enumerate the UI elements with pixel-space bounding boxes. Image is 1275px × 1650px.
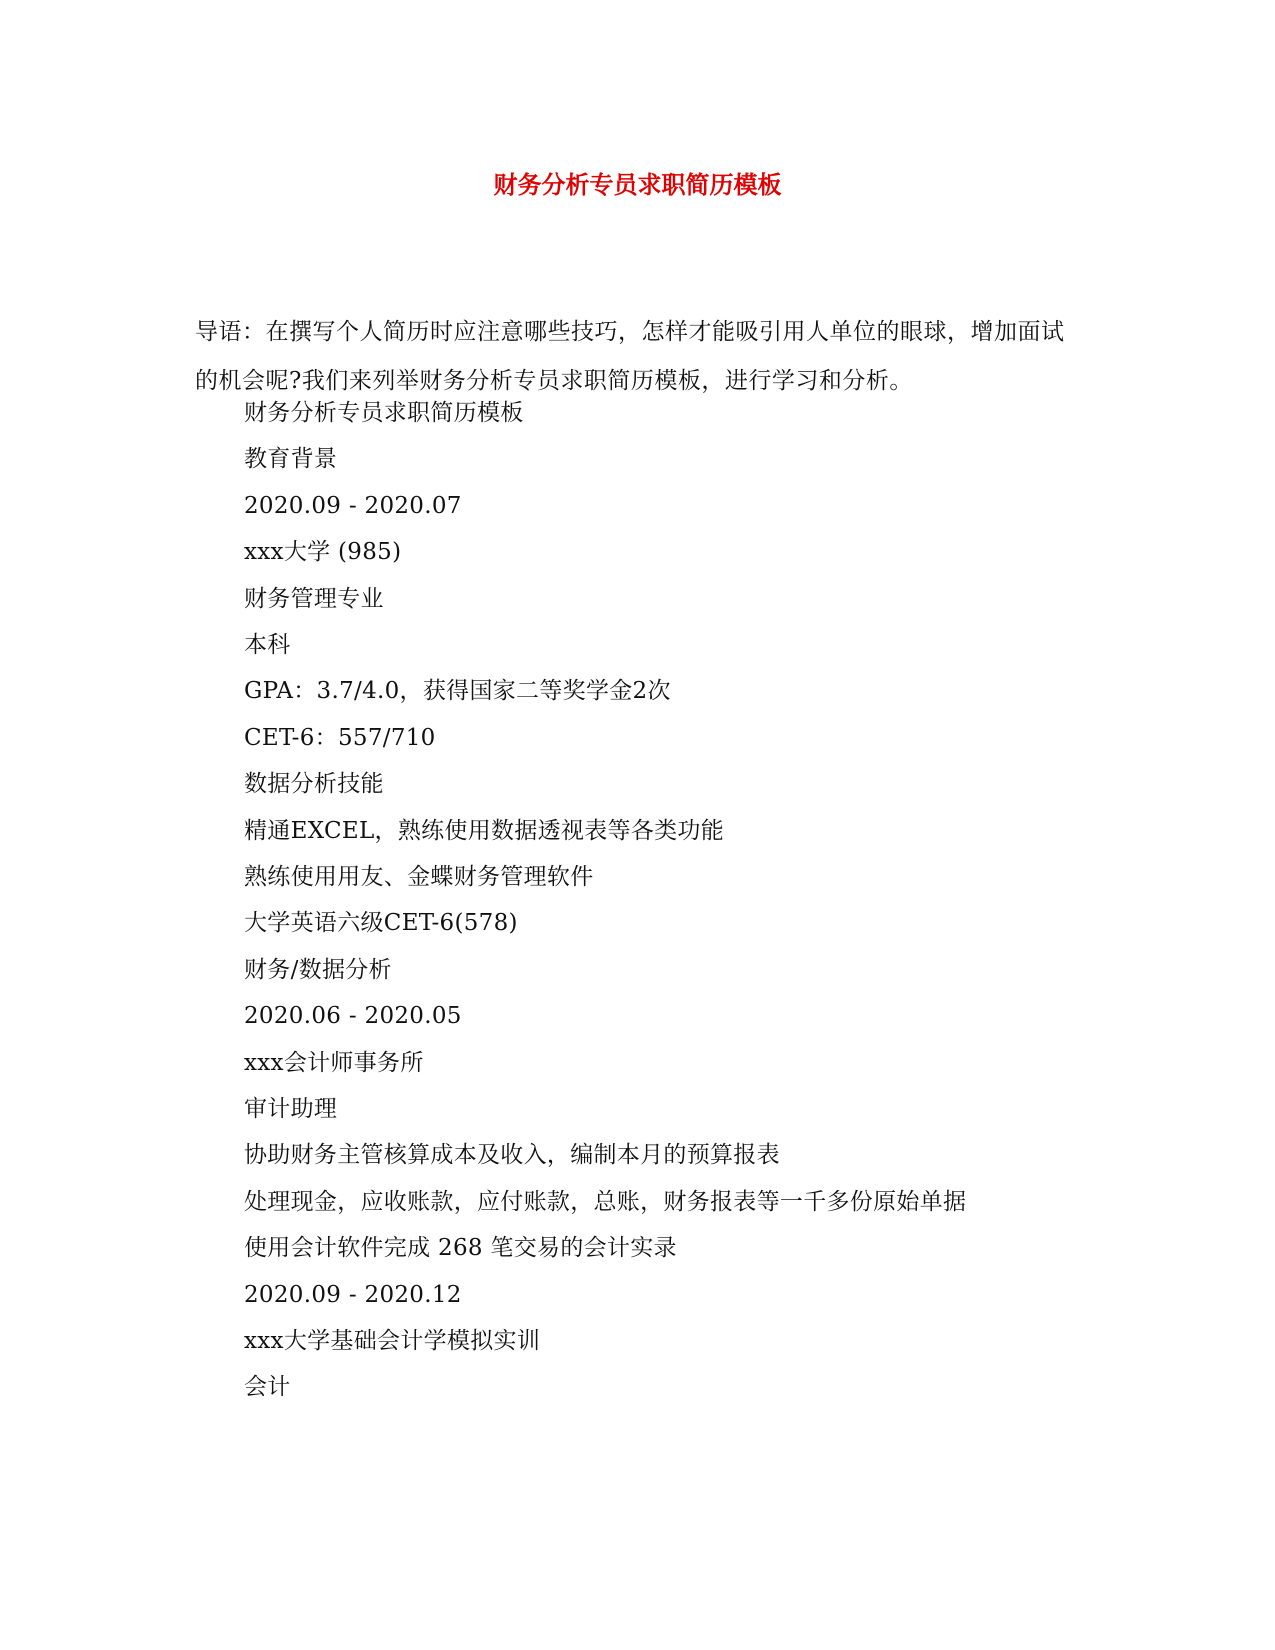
resume-line: 2020.06 - 2020.05 (244, 1003, 462, 1030)
resume-line: 2020.09 - 2020.07 (244, 492, 462, 519)
resume-line: 会计 (244, 1374, 291, 1401)
resume-line: 处理现金，应收账款，应付账款，总账，财务报表等一千多份原始单据 (244, 1188, 967, 1215)
resume-line: xxx会计师事务所 (244, 1049, 424, 1076)
resume-line: 财务管理专业 (244, 585, 384, 612)
resume-line: 协助财务主管核算成本及收入，编制本月的预算报表 (244, 1142, 780, 1169)
resume-line: 财务分析专员求职简历模板 (244, 400, 524, 426)
resume-line: 审计助理 (244, 1096, 338, 1122)
intro-paragraph: 导语：在撰写个人简历时应注意哪些技巧，怎样才能吸引用人单位的眼球，增加面试的机会呢?我们来列举财务分析专员求职简历模板，进行学习和分析。 (195, 319, 1065, 394)
resume-line: CET-6：557/710 (244, 724, 436, 751)
resume-line: xxx大学 (985) (244, 539, 402, 566)
resume-line: 精通EXCEL，熟练使用数据透视表等各类功能 (244, 817, 725, 844)
resume-line: 熟练使用用友、金蝶财务管理软件 (244, 864, 594, 890)
document-title: 财务分析专员求职简历模板 (493, 170, 782, 199)
resume-line: 本科 (244, 632, 291, 658)
resume-line: 大学英语六级CET-6(578) (244, 910, 518, 937)
resume-line: GPA：3.7/4.0，获得国家二等奖学金2次 (244, 678, 671, 705)
resume-line: 教育背景 (244, 446, 338, 473)
resume-line: 数据分析技能 (244, 771, 384, 798)
resume-line: 使用会计软件完成 268 笔交易的会计实录 (244, 1235, 677, 1262)
resume-line: xxx大学基础会计学模拟实训 (244, 1328, 541, 1354)
resume-line: 财务/数据分析 (244, 956, 392, 983)
resume-line: 2020.09 - 2020.12 (244, 1281, 462, 1308)
